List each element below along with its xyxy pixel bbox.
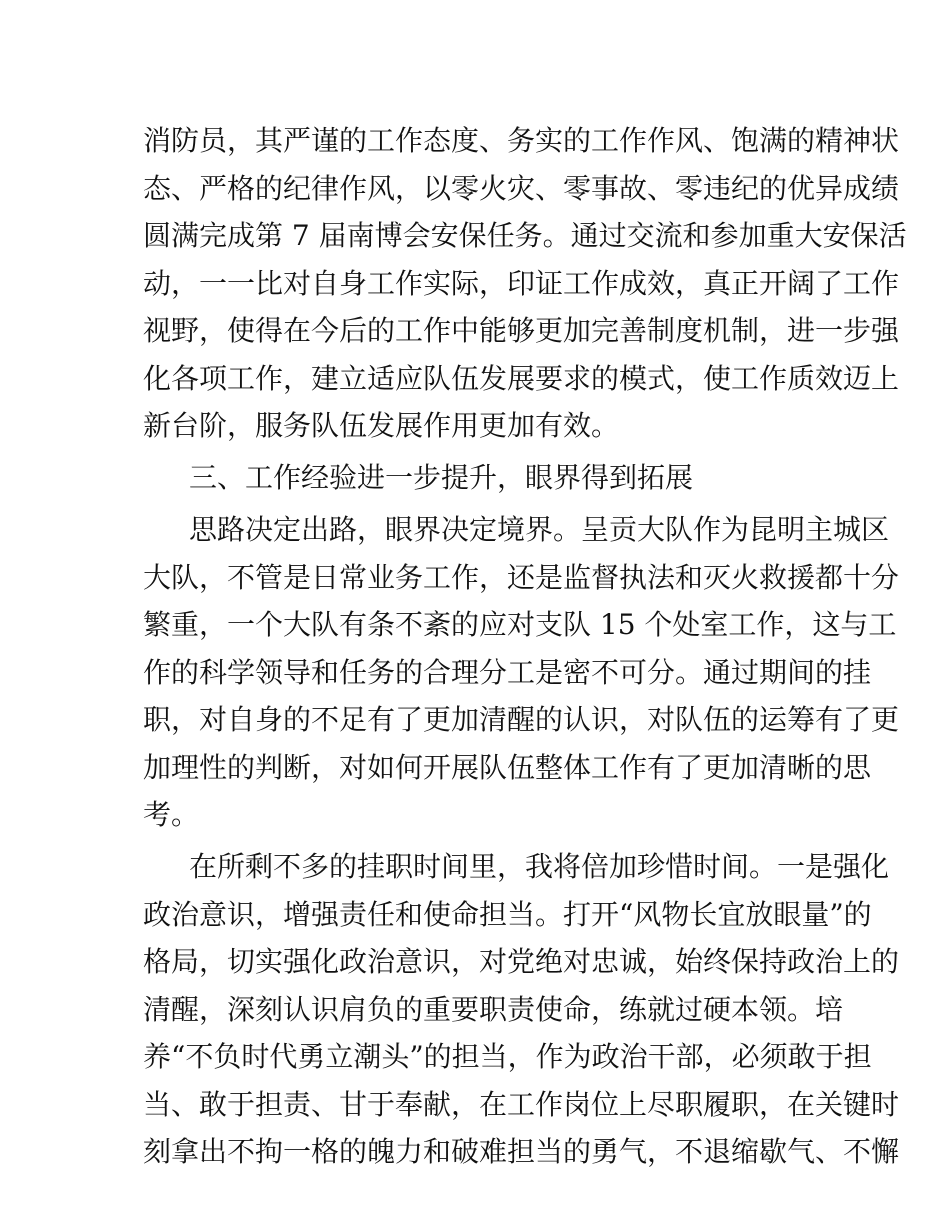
paragraph-line: 思路决定出路，眼界决定境界。呈贡大队作为昆明主城区	[189, 513, 890, 546]
paragraph-line: 化各项工作，建立适应队伍发展要求的模式，使工作质效迈上	[143, 362, 900, 395]
paragraph-line: 政治意识，增强责任和使命担当。打开“风物长宜放眼量”的	[143, 898, 872, 931]
paragraph-line: 大队，不管是日常业务工作，还是监督执法和灭火救援都十分	[143, 561, 900, 594]
paragraph-line: 在所剩不多的挂职时间里，我将倍加珍惜时间。一是强化	[189, 850, 890, 883]
paragraph-line: 新台阶，服务队伍发展作用更加有效。	[143, 409, 620, 442]
paragraph-line: 动，一一比对自身工作实际，印证工作成效，真正开阔了工作	[143, 267, 900, 300]
section-heading: 三、工作经验进一步提升，眼界得到拓展	[189, 461, 694, 494]
paragraph-line: 视野，使得在今后的工作中能够更加完善制度机制，进一步强	[143, 314, 900, 347]
paragraph-line: 刻拿出不拘一格的魄力和破难担当的勇气，不退缩歇气、不懈	[143, 1135, 900, 1168]
paragraph-line: 职，对自身的不足有了更加清醒的认识，对队伍的运筹有了更	[143, 703, 900, 736]
paragraph-line: 作的科学领导和任务的合理分工是密不可分。通过期间的挂	[143, 656, 872, 689]
paragraph-line: 当、敢于担责、甘于奉献，在工作岗位上尽职履职，在关键时	[143, 1088, 900, 1121]
paragraph-line: 繁重，一个大队有条不紊的应对支队 15 个处室工作，这与工	[143, 608, 897, 641]
paragraph-line: 清醒，深刻认识肩负的重要职责使命，练就过硬本领。培	[143, 993, 844, 1026]
paragraph-line: 圆满完成第 7 届南博会安保任务。通过交流和参加重大安保活	[143, 219, 907, 252]
paragraph-line: 态、严格的纪律作风，以零火灾、零事故、零违纪的优异成绩	[143, 172, 900, 205]
paragraph-line: 加理性的判断，对如何开展队伍整体工作有了更加清晰的思	[143, 751, 872, 784]
paragraph-line: 格局，切实强化政治意识，对党绝对忠诚，始终保持政治上的	[143, 945, 900, 978]
paragraph-line: 消防员，其严谨的工作态度、务实的工作作风、饱满的精神状	[143, 124, 900, 157]
paragraph-line: 养“不负时代勇立潮头”的担当，作为政治干部，必须敢于担	[143, 1040, 872, 1073]
paragraph-line: 考。	[143, 798, 200, 831]
